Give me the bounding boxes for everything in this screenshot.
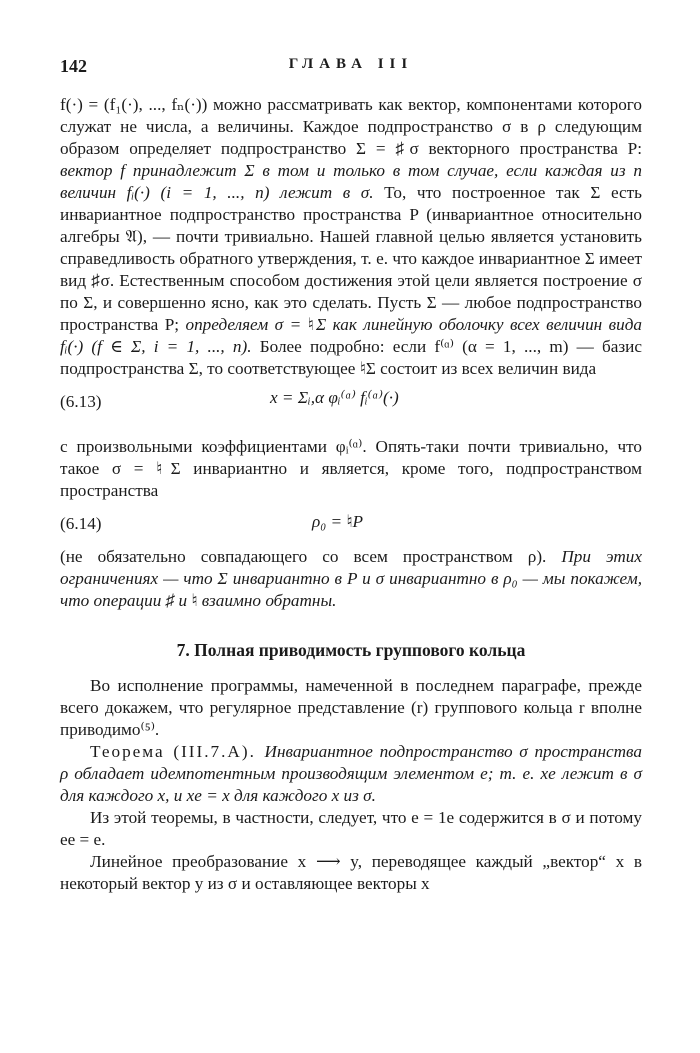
chapter-title: ГЛАВА III — [288, 56, 414, 72]
theorem-statement: Инвариантное подпространство σ пространства ρ обладает идемпотентным производящим элементом e; т. е. xe лежит в σ для каждого x, и xe = x для каждого x из σ. — [60, 742, 642, 805]
paragraph-1 — [60, 94, 642, 380]
paragraph-3-part-b: При этих ограничениях — что Σ инвариантно в P и σ инвариантно в ρ₀ — мы покажем, что операции ♯ и ♮ взаимно обратны. — [60, 547, 643, 610]
paragraph-4: Во исполнение программы, намеченной в последнем параграфе, прежде всего докажем, что регулярное представление (r) группового кольца r вполне приводимо⁽⁵⁾. — [60, 676, 642, 739]
paragraph-1-part-e: Более подробно: если f⁽ᵅ⁾ (α = 1, ..., m) — базис подпространства Σ, то соответствующее ♮Σ состоит из всех величин вида — [60, 337, 642, 378]
page — [60, 50, 642, 895]
running-header — [60, 50, 642, 80]
theorem — [60, 741, 642, 807]
paragraph-1-definition: вектор f принадлежит Σ в том и только в том случае, если каждая из n величин fᵢ(·) (i = 1, ..., n) лежит в σ. — [60, 161, 642, 202]
equation-number: (6.14) — [60, 514, 102, 533]
paragraph-1-part-a: f(·) = (f₁(·), ..., fₙ(·)) можно рассматривать как вектор, компонентами которого служат не числа, а величины. Каждое подпространство σ в ρ следующим образом определяет подпространство Σ = ♯σ векторного пространства P: — [60, 95, 642, 158]
equation-number: (6.13) — [60, 392, 102, 411]
paragraph-6: Из этой теоремы, в частности, следует, что e = 1e содержится в σ и потому ee = e. — [60, 808, 642, 849]
page-number: 142 — [60, 56, 87, 76]
paragraph-3-part-a: (не обязательно совпадающего со всем пространством ρ). — [60, 547, 562, 566]
paragraph-1-definition-2: определяем σ = ♮Σ как линейную оболочку всех величин вида fᵢ(·) (f ∈ Σ, i = 1, ..., n). — [60, 315, 642, 356]
paragraph-1-part-c: То, что построенное так Σ есть инвариантное подпространство пространства P (инвариантное относительно алгебры 𝔄), — почти тривиально. Нашей главной целью является установить справедливость обратного утверждения, т. е. что каждое инвариантное Σ имеет вид ♯σ. Естественным способом достижения этой цели является построение σ по Σ, и совершенно ясно, как это сделать. Пусть Σ — любое подпространство пространства P; — [60, 183, 642, 334]
theorem-label: Теорема (III.7.A). — [90, 742, 265, 761]
paragraph-3 — [60, 546, 642, 612]
paragraph-2: с произвольными коэффициентами φᵢ⁽ᵅ⁾. Опять-таки почти тривиально, что такое σ = ♮Σ инвариантно и является, кроме того, подпространством пространства — [60, 437, 642, 500]
equation-body: x = Σᵢ,α φᵢ⁽ᵅ⁾ fᵢ⁽ᵅ⁾(·) — [270, 388, 399, 407]
equation-6-14 — [60, 502, 642, 546]
section-heading: 7. Полная приводимость группового кольца — [176, 640, 526, 660]
paragraph-7: Линейное преобразование x ⟶ y, переводящее каждый „вектор“ x в некоторый вектор y из σ и оставляющее векторы x — [60, 852, 642, 893]
equation-6-13 — [60, 380, 642, 436]
equation-body: ρ₀ = ♮P — [312, 512, 364, 531]
